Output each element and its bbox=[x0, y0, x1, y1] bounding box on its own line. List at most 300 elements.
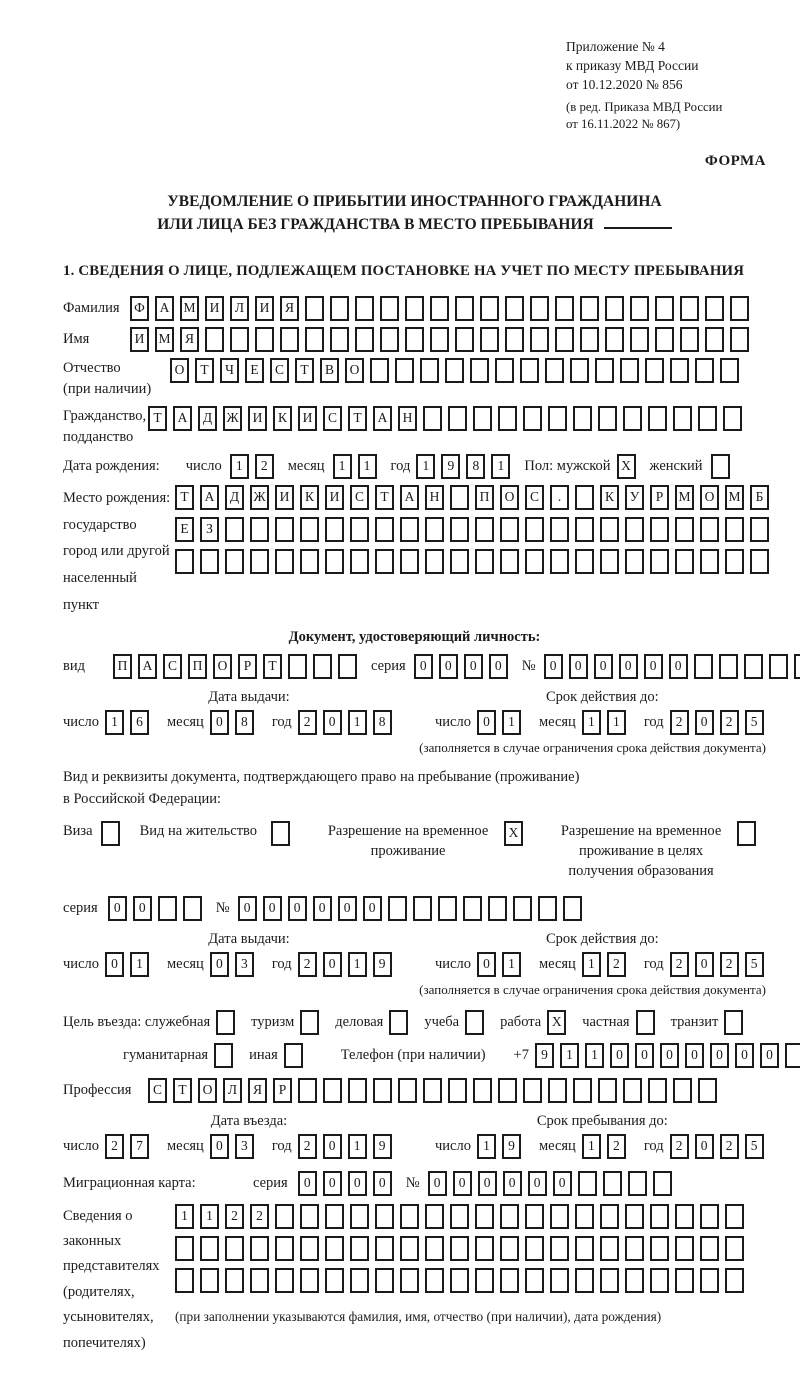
form-cell[interactable] bbox=[280, 327, 299, 352]
form-cell[interactable]: М bbox=[155, 327, 174, 352]
form-cell[interactable]: 0 bbox=[288, 896, 307, 921]
form-cell[interactable]: 2 bbox=[255, 454, 274, 479]
form-cell[interactable]: 1 bbox=[607, 710, 626, 735]
form-cell[interactable] bbox=[250, 1236, 269, 1261]
form-cell[interactable] bbox=[430, 296, 449, 321]
form-cell[interactable] bbox=[498, 1078, 517, 1103]
form-cell[interactable]: И bbox=[130, 327, 149, 352]
form-cell[interactable] bbox=[630, 327, 649, 352]
form-cell[interactable] bbox=[673, 1078, 692, 1103]
form-cell[interactable]: 1 bbox=[477, 1134, 496, 1159]
form-cell[interactable]: 1 bbox=[348, 952, 367, 977]
form-cell[interactable]: Р bbox=[650, 485, 669, 510]
form-cell[interactable] bbox=[448, 1078, 467, 1103]
form-cell[interactable] bbox=[350, 1204, 369, 1229]
form-cell[interactable] bbox=[513, 896, 532, 921]
form-cell[interactable] bbox=[700, 1204, 719, 1229]
form-cell[interactable] bbox=[495, 358, 514, 383]
form-cell[interactable] bbox=[375, 1236, 394, 1261]
form-cell[interactable]: 1 bbox=[348, 1134, 367, 1159]
form-cell[interactable] bbox=[598, 1078, 617, 1103]
form-cell[interactable]: С bbox=[350, 485, 369, 510]
form-cell[interactable]: 2 bbox=[720, 710, 739, 735]
form-cell[interactable] bbox=[284, 1043, 303, 1068]
form-cell[interactable]: 5 bbox=[745, 952, 764, 977]
form-cell[interactable] bbox=[730, 296, 749, 321]
form-cell[interactable]: 2 bbox=[670, 1134, 689, 1159]
form-cell[interactable]: 2 bbox=[607, 1134, 626, 1159]
form-cell[interactable] bbox=[555, 296, 574, 321]
form-cell[interactable] bbox=[200, 1268, 219, 1293]
form-cell[interactable]: 0 bbox=[348, 1171, 367, 1196]
form-cell[interactable] bbox=[400, 549, 419, 574]
form-cell[interactable]: 0 bbox=[635, 1043, 654, 1068]
form-cell[interactable] bbox=[500, 517, 519, 542]
form-cell[interactable] bbox=[573, 406, 592, 431]
form-cell[interactable] bbox=[650, 1268, 669, 1293]
form-cell[interactable] bbox=[730, 327, 749, 352]
form-cell[interactable]: 1 bbox=[582, 1134, 601, 1159]
form-cell[interactable]: 2 bbox=[607, 952, 626, 977]
form-cell[interactable] bbox=[725, 1204, 744, 1229]
form-cell[interactable] bbox=[523, 406, 542, 431]
form-cell[interactable]: 0 bbox=[610, 1043, 629, 1068]
form-cell[interactable] bbox=[675, 549, 694, 574]
form-cell[interactable] bbox=[423, 406, 442, 431]
form-cell[interactable] bbox=[580, 296, 599, 321]
form-cell[interactable] bbox=[675, 1204, 694, 1229]
form-cell[interactable] bbox=[580, 327, 599, 352]
form-cell[interactable] bbox=[325, 1236, 344, 1261]
form-cell[interactable]: Д bbox=[225, 485, 244, 510]
form-cell[interactable]: Т bbox=[348, 406, 367, 431]
form-cell[interactable] bbox=[550, 549, 569, 574]
form-cell[interactable] bbox=[500, 1204, 519, 1229]
form-cell[interactable]: 0 bbox=[338, 896, 357, 921]
form-cell[interactable]: Ж bbox=[250, 485, 269, 510]
form-cell[interactable]: 9 bbox=[373, 1134, 392, 1159]
form-cell[interactable]: 0 bbox=[210, 1134, 229, 1159]
form-cell[interactable] bbox=[737, 821, 756, 846]
form-cell[interactable]: Я bbox=[280, 296, 299, 321]
form-cell[interactable]: 0 bbox=[594, 654, 613, 679]
form-cell[interactable] bbox=[300, 549, 319, 574]
form-cell[interactable]: 1 bbox=[582, 710, 601, 735]
form-cell[interactable] bbox=[623, 1078, 642, 1103]
form-cell[interactable]: У bbox=[625, 485, 644, 510]
form-cell[interactable]: 2 bbox=[225, 1204, 244, 1229]
form-cell[interactable] bbox=[325, 1204, 344, 1229]
form-cell[interactable] bbox=[380, 296, 399, 321]
form-cell[interactable] bbox=[625, 1236, 644, 1261]
form-cell[interactable] bbox=[725, 549, 744, 574]
form-cell[interactable] bbox=[305, 296, 324, 321]
form-cell[interactable]: X bbox=[547, 1010, 566, 1035]
form-cell[interactable] bbox=[555, 327, 574, 352]
form-cell[interactable]: Ф bbox=[130, 296, 149, 321]
form-cell[interactable] bbox=[550, 517, 569, 542]
form-cell[interactable] bbox=[600, 517, 619, 542]
form-cell[interactable] bbox=[325, 549, 344, 574]
form-cell[interactable]: Н bbox=[425, 485, 444, 510]
form-cell[interactable]: С bbox=[163, 654, 182, 679]
form-cell[interactable] bbox=[350, 1268, 369, 1293]
form-cell[interactable] bbox=[375, 549, 394, 574]
form-cell[interactable] bbox=[355, 296, 374, 321]
form-cell[interactable] bbox=[389, 1010, 408, 1035]
form-cell[interactable] bbox=[430, 327, 449, 352]
form-cell[interactable] bbox=[250, 549, 269, 574]
form-cell[interactable] bbox=[620, 358, 639, 383]
form-cell[interactable]: 3 bbox=[235, 952, 254, 977]
form-cell[interactable] bbox=[550, 1236, 569, 1261]
form-cell[interactable]: Л bbox=[223, 1078, 242, 1103]
form-cell[interactable]: Т bbox=[263, 654, 282, 679]
form-cell[interactable]: 0 bbox=[210, 710, 229, 735]
form-cell[interactable] bbox=[525, 549, 544, 574]
form-cell[interactable] bbox=[480, 327, 499, 352]
form-cell[interactable] bbox=[695, 358, 714, 383]
form-cell[interactable]: 2 bbox=[105, 1134, 124, 1159]
form-cell[interactable]: М bbox=[675, 485, 694, 510]
form-cell[interactable] bbox=[675, 1268, 694, 1293]
form-cell[interactable] bbox=[350, 1236, 369, 1261]
form-cell[interactable] bbox=[530, 296, 549, 321]
form-cell[interactable] bbox=[445, 358, 464, 383]
form-cell[interactable]: Д bbox=[198, 406, 217, 431]
form-cell[interactable] bbox=[603, 1171, 622, 1196]
form-cell[interactable]: 1 bbox=[130, 952, 149, 977]
form-cell[interactable] bbox=[650, 549, 669, 574]
form-cell[interactable]: З bbox=[200, 517, 219, 542]
form-cell[interactable] bbox=[450, 1236, 469, 1261]
form-cell[interactable] bbox=[473, 406, 492, 431]
form-cell[interactable] bbox=[225, 1268, 244, 1293]
form-cell[interactable] bbox=[500, 549, 519, 574]
form-cell[interactable] bbox=[673, 406, 692, 431]
form-cell[interactable]: О bbox=[500, 485, 519, 510]
form-cell[interactable] bbox=[271, 821, 290, 846]
form-cell[interactable] bbox=[625, 517, 644, 542]
form-cell[interactable]: 3 bbox=[235, 1134, 254, 1159]
form-cell[interactable] bbox=[698, 1078, 717, 1103]
form-cell[interactable]: Л bbox=[230, 296, 249, 321]
form-cell[interactable]: 1 bbox=[416, 454, 435, 479]
form-cell[interactable] bbox=[563, 896, 582, 921]
form-cell[interactable]: 0 bbox=[323, 1171, 342, 1196]
form-cell[interactable] bbox=[398, 1078, 417, 1103]
form-cell[interactable] bbox=[648, 406, 667, 431]
form-cell[interactable]: 0 bbox=[695, 952, 714, 977]
form-cell[interactable]: 2 bbox=[720, 952, 739, 977]
form-cell[interactable]: К bbox=[300, 485, 319, 510]
form-cell[interactable]: О bbox=[198, 1078, 217, 1103]
form-cell[interactable] bbox=[488, 896, 507, 921]
form-cell[interactable] bbox=[455, 327, 474, 352]
form-cell[interactable] bbox=[525, 517, 544, 542]
form-cell[interactable] bbox=[505, 327, 524, 352]
form-cell[interactable]: М bbox=[725, 485, 744, 510]
form-cell[interactable] bbox=[425, 1236, 444, 1261]
form-cell[interactable]: Е bbox=[175, 517, 194, 542]
form-cell[interactable]: 0 bbox=[644, 654, 663, 679]
form-cell[interactable] bbox=[313, 654, 332, 679]
form-cell[interactable] bbox=[750, 517, 769, 542]
form-cell[interactable] bbox=[719, 654, 738, 679]
form-cell[interactable] bbox=[425, 1268, 444, 1293]
form-cell[interactable] bbox=[548, 1078, 567, 1103]
form-cell[interactable] bbox=[183, 896, 202, 921]
form-cell[interactable] bbox=[475, 1268, 494, 1293]
form-cell[interactable] bbox=[575, 485, 594, 510]
form-cell[interactable]: С bbox=[148, 1078, 167, 1103]
form-cell[interactable] bbox=[475, 549, 494, 574]
form-cell[interactable]: Ж bbox=[223, 406, 242, 431]
form-cell[interactable] bbox=[520, 358, 539, 383]
form-cell[interactable] bbox=[158, 896, 177, 921]
form-cell[interactable]: 1 bbox=[502, 710, 521, 735]
form-cell[interactable] bbox=[653, 1171, 672, 1196]
form-cell[interactable]: 1 bbox=[230, 454, 249, 479]
form-cell[interactable]: 1 bbox=[582, 952, 601, 977]
form-cell[interactable] bbox=[175, 1236, 194, 1261]
form-cell[interactable] bbox=[450, 1204, 469, 1229]
form-cell[interactable] bbox=[575, 549, 594, 574]
form-cell[interactable] bbox=[630, 296, 649, 321]
form-cell[interactable]: П bbox=[188, 654, 207, 679]
form-cell[interactable]: 0 bbox=[553, 1171, 572, 1196]
form-cell[interactable]: Б bbox=[750, 485, 769, 510]
form-cell[interactable]: Т bbox=[148, 406, 167, 431]
form-cell[interactable]: 1 bbox=[502, 952, 521, 977]
form-cell[interactable]: X bbox=[617, 454, 636, 479]
form-cell[interactable]: В bbox=[320, 358, 339, 383]
form-cell[interactable] bbox=[575, 1268, 594, 1293]
form-cell[interactable]: 9 bbox=[373, 952, 392, 977]
form-cell[interactable] bbox=[405, 296, 424, 321]
form-cell[interactable] bbox=[700, 517, 719, 542]
form-cell[interactable]: 0 bbox=[685, 1043, 704, 1068]
form-cell[interactable] bbox=[350, 549, 369, 574]
form-cell[interactable] bbox=[425, 1204, 444, 1229]
form-cell[interactable] bbox=[475, 517, 494, 542]
form-cell[interactable] bbox=[455, 296, 474, 321]
form-cell[interactable] bbox=[348, 1078, 367, 1103]
form-cell[interactable] bbox=[300, 1268, 319, 1293]
form-cell[interactable]: 8 bbox=[235, 710, 254, 735]
form-cell[interactable]: 1 bbox=[200, 1204, 219, 1229]
form-cell[interactable] bbox=[330, 327, 349, 352]
form-cell[interactable] bbox=[725, 1268, 744, 1293]
form-cell[interactable] bbox=[525, 1204, 544, 1229]
form-cell[interactable] bbox=[548, 406, 567, 431]
form-cell[interactable] bbox=[636, 1010, 655, 1035]
form-cell[interactable]: 2 bbox=[298, 1134, 317, 1159]
form-cell[interactable]: И bbox=[275, 485, 294, 510]
form-cell[interactable] bbox=[648, 1078, 667, 1103]
form-cell[interactable]: 0 bbox=[569, 654, 588, 679]
form-cell[interactable]: 0 bbox=[105, 952, 124, 977]
form-cell[interactable]: . bbox=[550, 485, 569, 510]
form-cell[interactable]: 7 bbox=[130, 1134, 149, 1159]
form-cell[interactable] bbox=[423, 1078, 442, 1103]
form-cell[interactable] bbox=[463, 896, 482, 921]
form-cell[interactable]: 1 bbox=[175, 1204, 194, 1229]
form-cell[interactable] bbox=[216, 1010, 235, 1035]
form-cell[interactable]: 0 bbox=[477, 952, 496, 977]
form-cell[interactable] bbox=[450, 485, 469, 510]
form-cell[interactable]: 2 bbox=[720, 1134, 739, 1159]
form-cell[interactable] bbox=[573, 1078, 592, 1103]
form-cell[interactable] bbox=[275, 1268, 294, 1293]
form-cell[interactable] bbox=[225, 1236, 244, 1261]
form-cell[interactable] bbox=[578, 1171, 597, 1196]
form-cell[interactable] bbox=[698, 406, 717, 431]
form-cell[interactable] bbox=[705, 327, 724, 352]
form-cell[interactable] bbox=[475, 1204, 494, 1229]
form-cell[interactable] bbox=[680, 296, 699, 321]
form-cell[interactable]: 0 bbox=[489, 654, 508, 679]
form-cell[interactable]: 0 bbox=[439, 654, 458, 679]
form-cell[interactable] bbox=[450, 549, 469, 574]
form-cell[interactable]: 0 bbox=[695, 710, 714, 735]
form-cell[interactable] bbox=[325, 1268, 344, 1293]
form-cell[interactable] bbox=[230, 327, 249, 352]
form-cell[interactable]: 6 bbox=[130, 710, 149, 735]
form-cell[interactable]: 8 bbox=[466, 454, 485, 479]
form-cell[interactable]: К bbox=[273, 406, 292, 431]
form-cell[interactable]: 0 bbox=[477, 710, 496, 735]
form-cell[interactable] bbox=[628, 1171, 647, 1196]
form-cell[interactable]: 0 bbox=[619, 654, 638, 679]
form-cell[interactable]: И bbox=[298, 406, 317, 431]
form-cell[interactable]: К bbox=[600, 485, 619, 510]
form-cell[interactable] bbox=[725, 517, 744, 542]
form-cell[interactable]: 2 bbox=[250, 1204, 269, 1229]
form-cell[interactable] bbox=[300, 1236, 319, 1261]
form-cell[interactable] bbox=[380, 327, 399, 352]
form-cell[interactable] bbox=[275, 1236, 294, 1261]
form-cell[interactable]: 1 bbox=[585, 1043, 604, 1068]
form-cell[interactable]: Т bbox=[195, 358, 214, 383]
form-cell[interactable] bbox=[450, 1268, 469, 1293]
form-cell[interactable] bbox=[298, 1078, 317, 1103]
form-cell[interactable] bbox=[605, 327, 624, 352]
form-cell[interactable] bbox=[425, 517, 444, 542]
form-cell[interactable] bbox=[595, 358, 614, 383]
form-cell[interactable]: X bbox=[504, 821, 523, 846]
form-cell[interactable]: 0 bbox=[298, 1171, 317, 1196]
form-cell[interactable] bbox=[275, 517, 294, 542]
form-cell[interactable]: И bbox=[205, 296, 224, 321]
form-cell[interactable]: О bbox=[213, 654, 232, 679]
form-cell[interactable] bbox=[101, 821, 120, 846]
form-cell[interactable] bbox=[538, 896, 557, 921]
form-cell[interactable]: 1 bbox=[333, 454, 352, 479]
form-cell[interactable]: 0 bbox=[735, 1043, 754, 1068]
form-cell[interactable] bbox=[650, 1236, 669, 1261]
form-cell[interactable] bbox=[475, 1236, 494, 1261]
form-cell[interactable] bbox=[465, 1010, 484, 1035]
form-cell[interactable] bbox=[250, 517, 269, 542]
form-cell[interactable] bbox=[470, 358, 489, 383]
form-cell[interactable] bbox=[500, 1236, 519, 1261]
form-cell[interactable]: 2 bbox=[670, 952, 689, 977]
form-cell[interactable] bbox=[650, 1204, 669, 1229]
form-cell[interactable]: 5 bbox=[745, 710, 764, 735]
form-cell[interactable]: А bbox=[155, 296, 174, 321]
form-cell[interactable] bbox=[405, 327, 424, 352]
form-cell[interactable] bbox=[623, 406, 642, 431]
form-cell[interactable] bbox=[375, 517, 394, 542]
form-cell[interactable]: 0 bbox=[323, 710, 342, 735]
form-cell[interactable] bbox=[785, 1043, 800, 1068]
form-cell[interactable]: И bbox=[325, 485, 344, 510]
form-cell[interactable] bbox=[725, 1236, 744, 1261]
form-cell[interactable] bbox=[448, 406, 467, 431]
form-cell[interactable]: Е bbox=[245, 358, 264, 383]
form-cell[interactable] bbox=[744, 654, 763, 679]
form-cell[interactable] bbox=[720, 358, 739, 383]
form-cell[interactable] bbox=[200, 549, 219, 574]
form-cell[interactable] bbox=[680, 327, 699, 352]
form-cell[interactable]: Н bbox=[398, 406, 417, 431]
form-cell[interactable] bbox=[300, 517, 319, 542]
form-cell[interactable] bbox=[255, 327, 274, 352]
form-cell[interactable] bbox=[705, 296, 724, 321]
form-cell[interactable]: С bbox=[323, 406, 342, 431]
form-cell[interactable] bbox=[625, 1204, 644, 1229]
form-cell[interactable] bbox=[425, 549, 444, 574]
form-cell[interactable] bbox=[330, 296, 349, 321]
form-cell[interactable]: 1 bbox=[491, 454, 510, 479]
form-cell[interactable] bbox=[400, 1236, 419, 1261]
form-cell[interactable]: А bbox=[138, 654, 157, 679]
form-cell[interactable] bbox=[225, 517, 244, 542]
form-cell[interactable]: О bbox=[170, 358, 189, 383]
form-cell[interactable]: 0 bbox=[669, 654, 688, 679]
form-cell[interactable] bbox=[275, 549, 294, 574]
form-cell[interactable] bbox=[350, 517, 369, 542]
form-cell[interactable] bbox=[400, 1268, 419, 1293]
form-cell[interactable] bbox=[550, 1204, 569, 1229]
form-cell[interactable] bbox=[675, 1236, 694, 1261]
form-cell[interactable] bbox=[700, 549, 719, 574]
form-cell[interactable]: Ч bbox=[220, 358, 239, 383]
form-cell[interactable] bbox=[323, 1078, 342, 1103]
form-cell[interactable] bbox=[600, 1204, 619, 1229]
form-cell[interactable] bbox=[250, 1268, 269, 1293]
form-cell[interactable] bbox=[325, 517, 344, 542]
form-cell[interactable]: 2 bbox=[298, 710, 317, 735]
form-cell[interactable]: 1 bbox=[348, 710, 367, 735]
form-cell[interactable]: А bbox=[200, 485, 219, 510]
form-cell[interactable]: 0 bbox=[263, 896, 282, 921]
form-cell[interactable] bbox=[700, 1268, 719, 1293]
form-cell[interactable]: 8 bbox=[373, 710, 392, 735]
form-cell[interactable] bbox=[530, 327, 549, 352]
form-cell[interactable] bbox=[670, 358, 689, 383]
form-cell[interactable] bbox=[498, 406, 517, 431]
form-cell[interactable]: 9 bbox=[535, 1043, 554, 1068]
form-cell[interactable] bbox=[650, 517, 669, 542]
form-cell[interactable] bbox=[200, 1236, 219, 1261]
form-cell[interactable]: 0 bbox=[133, 896, 152, 921]
form-cell[interactable] bbox=[275, 1204, 294, 1229]
form-cell[interactable] bbox=[769, 654, 788, 679]
form-cell[interactable] bbox=[413, 896, 432, 921]
form-cell[interactable] bbox=[600, 549, 619, 574]
